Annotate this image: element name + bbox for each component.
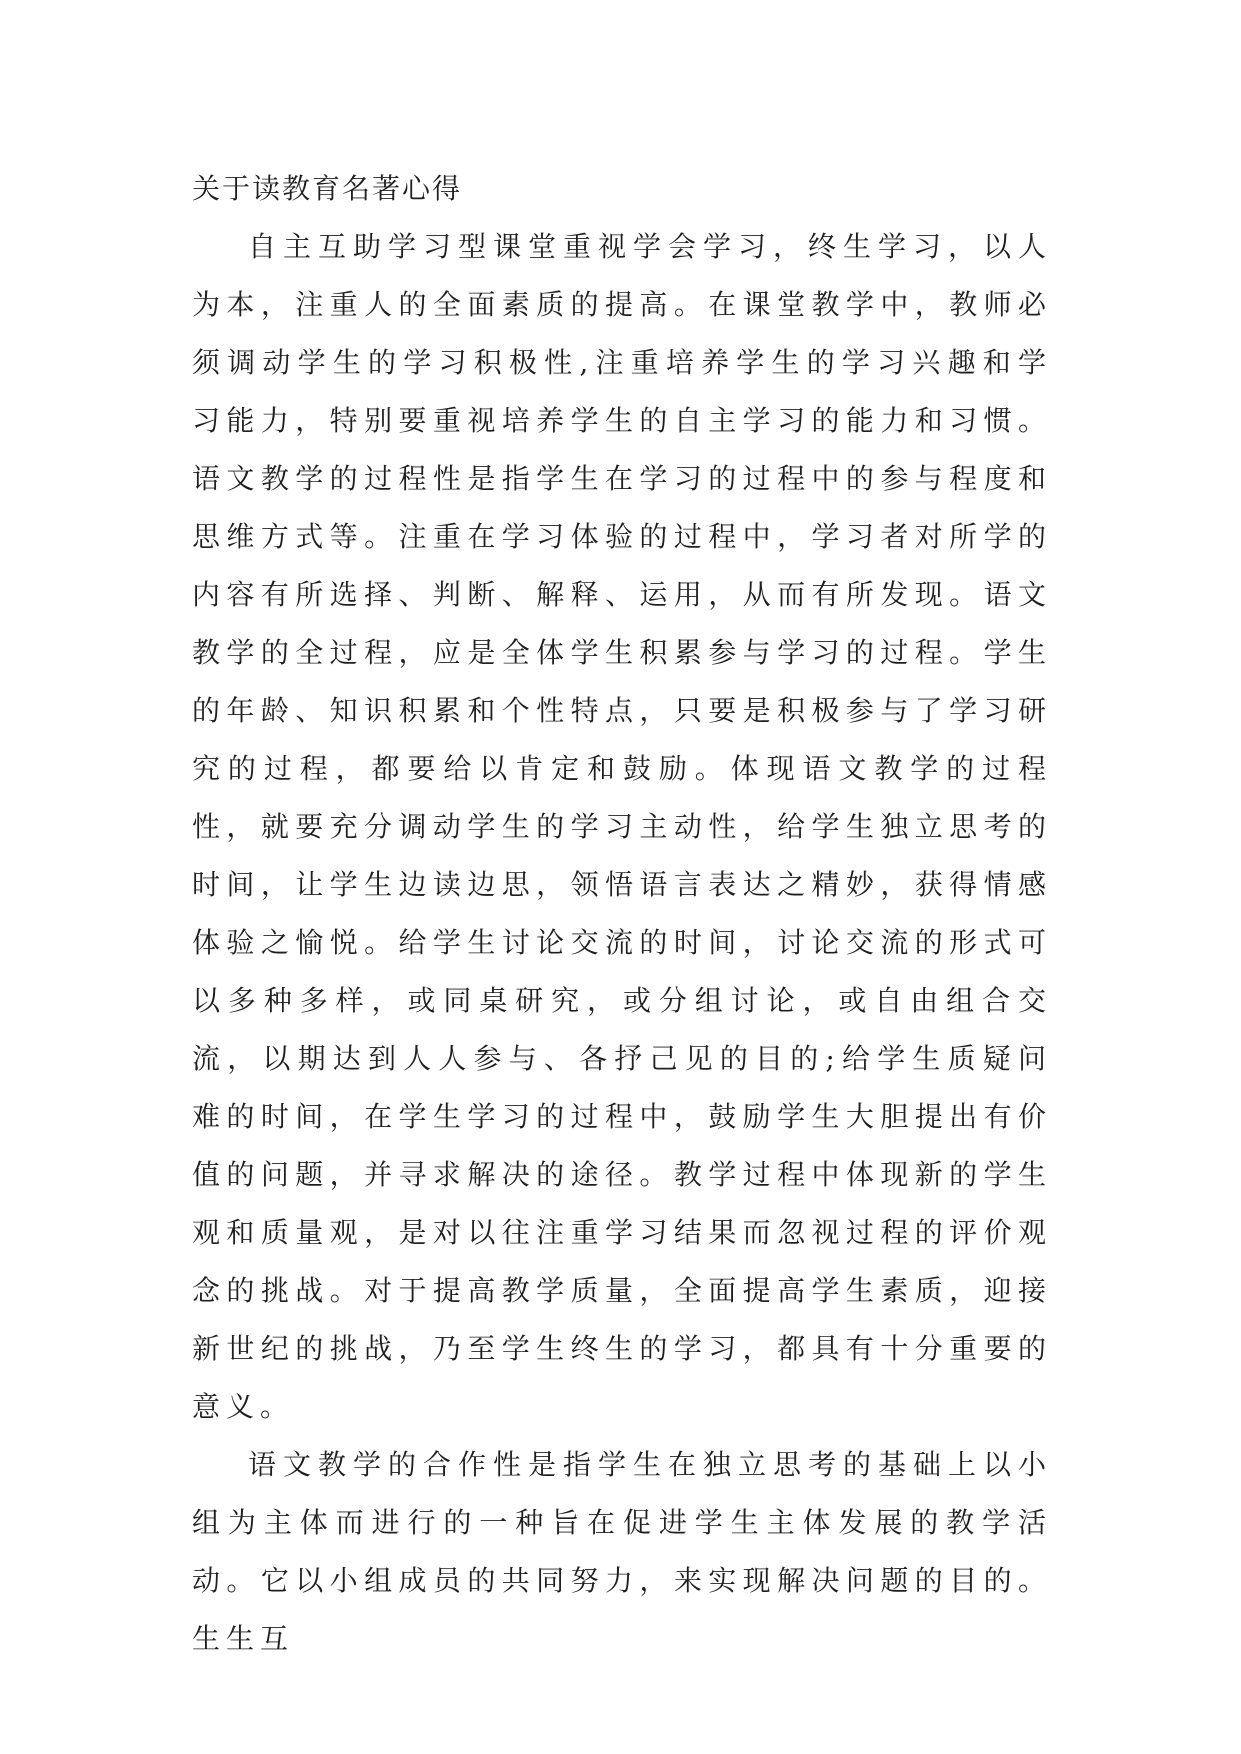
document-body <box>192 160 1052 1668</box>
paragraph-2: 语文教学的合作性是指学生在独立思考的基础上以小组为主体而进行的一种旨在促进学生主体发展的教学活动。它以小组成员的共同努力，来实现解决问题的目的。生生互 <box>192 1448 1052 1655</box>
document-title: 关于读教育名著心得 <box>192 172 463 205</box>
paragraph-1: 自主互助学习型课堂重视学会学习，终生学习，以人为本，注重人的全面素质的提高。在课堂教学中，教师必须调动学生的学习积极性,注重培养学生的学习兴趣和学习能力，特别要重视培养学生的自主学习的能力和习惯。语文教学的过程性是指学生在学习的过程中的参与程度和思维方式等。注重在学习体验的过程中，学习者对所学的内容有所选择、判断、解释、运用，从而有所发现。语文教学的全过程，应是全体学生积累参与学习的过程。学生的年龄、知识积累和个性特点，只要是积极参与了学习研究的过程，都要给以肯定和鼓励。体现语文教学的过程性，就要充分调动学生的学习主动性，给学生独立思考的时间，让学生边读边思，领悟语言表达之精妙，获得情感体验之愉悦。给学生讨论交流的时间，讨论交流的形式可以多种多样，或同桌研究，或分组讨论，或自由组合交流，以期达到人人参与、各抒己见的目的;给学生质疑问难的时间，在学生学习的过程中，鼓励学生大胆提出有价值的问题，并寻求解决的途径。教学过程中体现新的学生观和质量观，是对以往注重学习结果而忽视过程的评价观念的挑战。对于提高教学质量，全面提高学生素质，迎接新世纪的挑战，乃至学生终生的学习，都具有十分重要的意义。 <box>192 230 1052 1423</box>
